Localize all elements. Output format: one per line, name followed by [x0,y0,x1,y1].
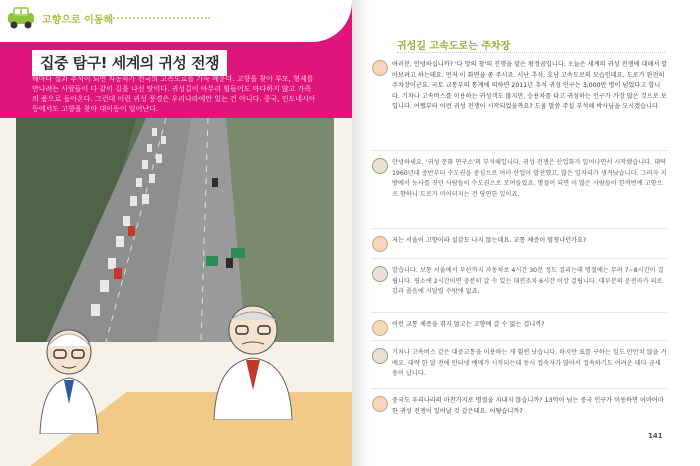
host-avatar-icon [372,396,388,412]
guest-character-icon [208,300,298,420]
qa-block [372,236,668,247]
qa-divider [372,258,668,259]
header-strip [0,0,352,42]
qa-text: 중국도 우리나라의 마찬가지로 명절을 지내지 않습니까? 13억이 넘는 중국 인구가 이동하면 어마어마한 귀성 전쟁이 일어날 것 같은데요. 어떻습니까? [392,397,664,415]
qa-text: 말습니다. 보통 서울에서 부산까지 자동차로 4시간 30분 정도 걸리는데 명절에는 무려 7~8시간이 걸립니다. 평소에 2시간이면 충분히 갈 수 있는 대전조차 6시간 이상 걸립니다. 대부분의 운전자가 피로감과 졸음에 시달릴 수밖에 없죠. [392,267,664,296]
qa-divider [372,228,668,229]
section-divider [110,17,210,19]
page-number: 141 [648,432,663,440]
host-avatar-icon [372,60,388,76]
qa-block [372,348,668,380]
host-avatar-icon [372,320,388,336]
host-character-icon [34,324,104,434]
qa-divider [372,150,668,151]
qa-block [372,320,668,331]
host-avatar-icon [372,236,388,252]
qa-block [372,396,668,417]
car-icon [6,4,36,30]
guest-avatar-icon [372,348,388,364]
qa-divider [372,312,668,313]
qa-text: 여러분, 안녕하십니까? '다 앙의 창'의 진행을 맡은 왕정곰입니다. 오늘은 세계의 귀성 전쟁에 대해서 알아보려고 하는데요. 먼저 이 화면을 좀 주시죠. 서난 추석, 호남 고속도로의 모습인데요. 도로가 완전히 주차장이군요. 국토 교통부의 통계에 의하면 2011년 추석 귀성 인구는 3,000만 명이 넘었다고 합니다. 기차나 고속버스를 이용하는 귀성객도 많지만, 승용차를 타고 귀성하는 인구가 가장 많은 것으로 보입니다. 어쨌부터 이런 귀성 전쟁이 시작되었을까요? 도움 말씀 주실 부석해 박사님을 모시겠습니다. [392,61,668,111]
guest-avatar-icon [372,158,388,174]
qa-divider [372,340,668,341]
qa-text: 이런 교통 체증을 겪지 않고는 고향에 갈 수 없는 겁니까? [392,321,545,328]
lead-paragraph: 해마다 설과 추석이 되면 자동차가 전국의 고속도로를 가득 메운다. 고향을 찾아 부모, 형제를 만나려는 사람들이 다 같이 길을 나선 탓이다. 귀성길이 아무리 힘들어도 마다하지 않고 가족의 품으로 돌아온다. 그런데 이런 귀성 풍경은 우리나라에만 있는 건 아니다. 중국, 인도네시아 등에서도 고향을 찾아 대이동이 일어난다. [32,75,316,113]
section-label: 고향으로 이동해 [42,15,114,26]
qa-text: 안녕하세요. '귀성 문화 연구소'의 부석해입니다. 귀성 전쟁은 산업화가 일어나면서 시작됐습니다. 대략 1960년대 중반부터 수도권을 중심으로 여러 산업이 발전했고, 많은 일자리가 생겨났습니다. 그러자 지방에서 농사를 짓던 사람들이 수도권으로 모여들었죠. 명절이 되면 이 많은 사람들이 한꺼번에 고향으로 향하니 도로가 미어터지는 건 당연한 일이죠. [392,159,667,198]
title-divider [397,52,665,53]
qa-text: 저는 서울이 고향이라 실감도 나지 않는데요. 교통 체증이 엄청나던가요? [392,237,587,244]
qa-block [372,266,668,298]
page-fold-shadow [352,0,370,466]
qa-divider [372,388,668,389]
page-title: 집중 탐구! 세계의 귀성 전쟁 [40,54,220,72]
qa-block [372,60,668,113]
qa-block [372,158,668,200]
article-title: 귀성길 고속도로는 주차장 [397,41,511,52]
title-box [32,50,227,76]
qa-text: 기차나 고속버스 같은 대중교통을 이용하는 게 훨씬 낫습니다. 하지만 표를 구하는 일도 만만치 않을 거예요. 대략 한 달 전에 인터넷 예매가 시작되는데 동시 접속자가 많아서 접속하기도 어려운 데다 금세 동이 납니다. [392,349,667,378]
guest-avatar-icon [372,266,388,282]
